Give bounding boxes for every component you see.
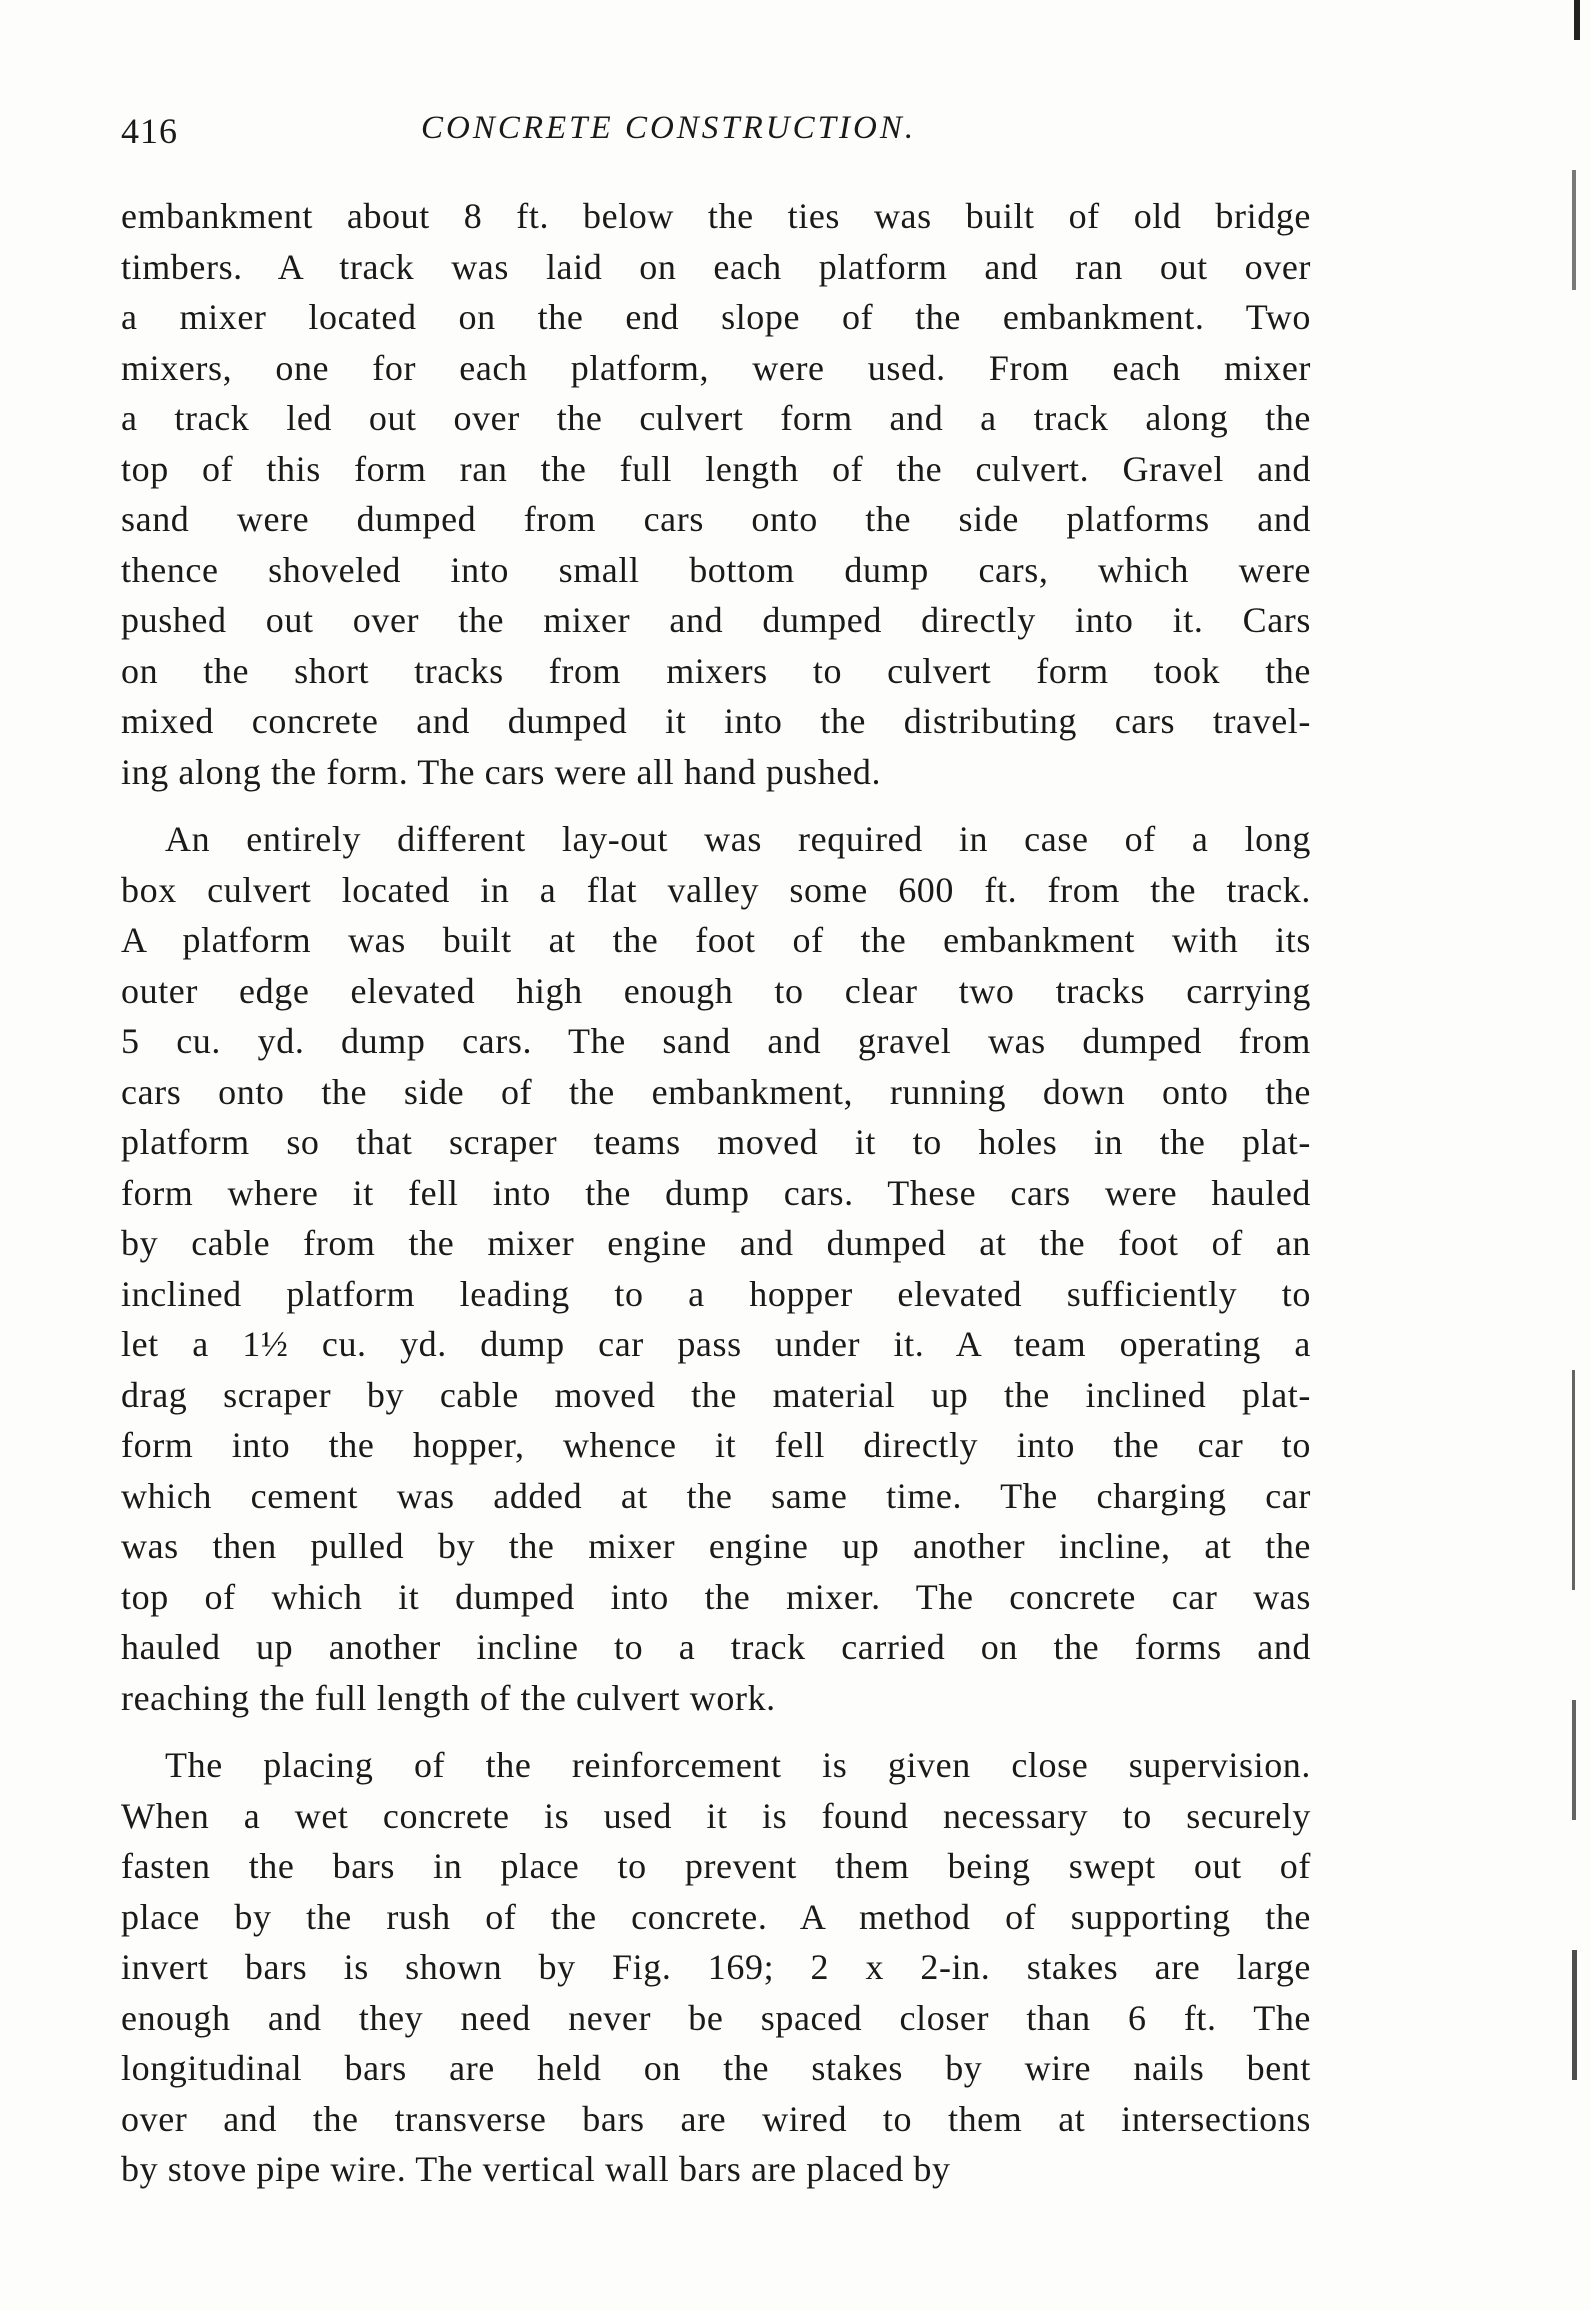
text-line: platform so that scraper teams moved it to holes in the plat- <box>121 1122 1311 1162</box>
text-line: on the short tracks from mixers to culvert form took the <box>121 650 1311 691</box>
text-line: A platform was built at the foot of the embankment with its <box>121 920 1311 960</box>
text-line: was then pulled by the mixer engine up another incline, at the <box>121 1526 1311 1566</box>
body-text <box>121 191 1311 2212</box>
text-line: pushed out over the mixer and dumped directly into it. Cars <box>121 600 1311 640</box>
text-line: invert bars is shown by Fig. 169; 2 x 2-in. stakes are large <box>121 1947 1311 1987</box>
text-line: thence shoveled into small bottom dump cars, which were <box>121 549 1311 590</box>
text-line: form where it fell into the dump cars. These cars were hauled <box>121 1172 1311 1213</box>
text-line: sand were dumped from cars onto the side platforms and <box>121 499 1311 539</box>
text-line: cars onto the side of the embankment, running down onto the <box>121 1071 1311 1112</box>
text-line: reaching the full length of the culvert work. <box>121 1677 776 1718</box>
text-line: over and the transverse bars are wired to them at intersections <box>121 2098 1311 2139</box>
scan-speck <box>1572 1950 1577 2080</box>
page-number: 416 <box>121 111 178 151</box>
text-line: top of this form ran the full length of the culvert. Gravel and <box>121 448 1311 489</box>
text-line: mixed concrete and dumped it into the distributing cars travel- <box>121 701 1311 741</box>
running-title: CONCRETE CONSTRUCTION. <box>421 110 917 146</box>
paragraph <box>121 1740 1311 2195</box>
text-line: top of which it dumped into the mixer. The concrete car was <box>121 1576 1311 1617</box>
text-line: form into the hopper, whence it fell directly into the car to <box>121 1425 1311 1465</box>
text-line: outer edge elevated high enough to clear two tracks carrying <box>121 970 1311 1011</box>
text-line: timbers. A track was laid on each platform and ran out over <box>121 246 1311 287</box>
text-line: by cable from the mixer engine and dumped at the foot of an <box>121 1223 1311 1263</box>
scan-speck <box>1572 170 1576 290</box>
scan-speck <box>1574 0 1580 40</box>
text-line: enough and they need never be spaced closer than 6 ft. The <box>121 1997 1311 2038</box>
scan-speck <box>1572 1370 1575 1590</box>
text-line: An entirely different lay-out was required in case of a long <box>165 819 1311 859</box>
scan-speck <box>1572 1700 1576 1820</box>
text-line: box culvert located in a flat valley some 600 ft. from the track. <box>121 869 1311 910</box>
text-line: place by the rush of the concrete. A method of supporting the <box>121 1896 1311 1937</box>
text-line: a track led out over the culvert form and a track along the <box>121 398 1311 438</box>
text-line: 5 cu. yd. dump cars. The sand and gravel was dumped from <box>121 1021 1311 1061</box>
paragraph <box>121 191 1311 797</box>
text-line: hauled up another incline to a track carried on the forms and <box>121 1627 1311 1667</box>
text-line: which cement was added at the same time. The charging car <box>121 1475 1311 1516</box>
text-line: embankment about 8 ft. below the ties was built of old bridge <box>121 196 1311 236</box>
text-line: inclined platform leading to a hopper elevated sufficiently to <box>121 1273 1311 1314</box>
text-line: The placing of the reinforcement is given close supervision. <box>165 1745 1311 1785</box>
text-line: a mixer located on the end slope of the embankment. Two <box>121 297 1311 337</box>
text-line: let a 1½ cu. yd. dump car pass under it. A team operating a <box>121 1324 1311 1364</box>
text-line: When a wet concrete is used it is found necessary to securely <box>121 1795 1311 1836</box>
text-line: by stove pipe wire. The vertical wall bars are placed by <box>121 2149 951 2189</box>
page-header <box>121 110 1311 160</box>
text-line: fasten the bars in place to prevent them being swept out of <box>121 1846 1311 1886</box>
paragraph <box>121 814 1311 1723</box>
text-line: ing along the form. The cars were all hand pushed. <box>121 751 882 792</box>
text-line: longitudinal bars are held on the stakes by wire nails bent <box>121 2048 1311 2088</box>
text-line: mixers, one for each platform, were used. From each mixer <box>121 347 1311 388</box>
text-line: drag scraper by cable moved the material up the inclined plat- <box>121 1374 1311 1415</box>
